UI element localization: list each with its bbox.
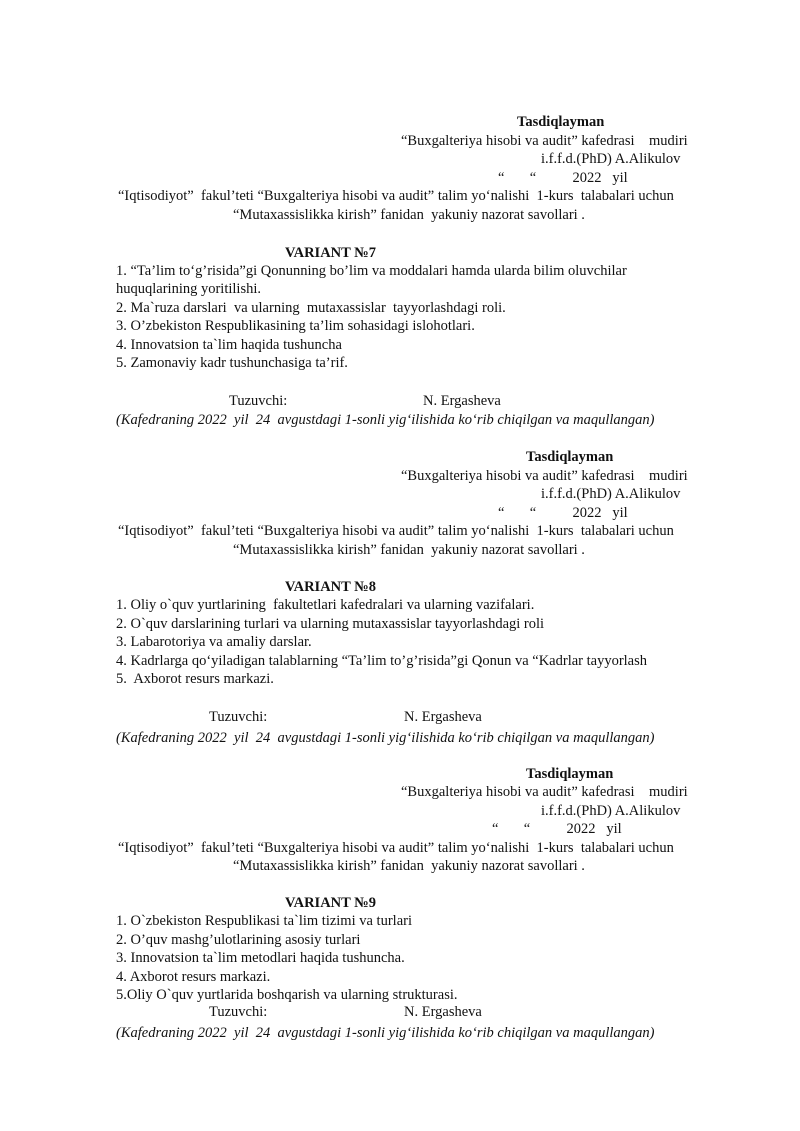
question-line: 5.Oliy O`quv yurtlarida boshqarish va ularning strukturasi. bbox=[116, 987, 458, 1003]
approval-title: Tasdiqlayman bbox=[526, 766, 614, 782]
intro-line-2: “Mutaxassislikka kirish” fanidan yakuniy nazorat savollari . bbox=[233, 542, 585, 558]
question-line: 1. O`zbekiston Respublikasi ta`lim tizimi va turlari bbox=[116, 913, 412, 929]
author-label: Tuzuvchi: bbox=[229, 393, 288, 409]
approval-name: i.f.f.d.(PhD) A.Alikulov bbox=[541, 151, 681, 167]
question-line: 2. Ma`ruza darslari va ularning mutaxassislar tayyorlashdagi roli. bbox=[116, 300, 506, 316]
approval-name: i.f.f.d.(PhD) A.Alikulov bbox=[541, 803, 681, 819]
question-line: 5. Axborot resurs markazi. bbox=[116, 671, 274, 687]
approval-date: “ “ 2022 yil bbox=[498, 505, 628, 521]
variant-heading: VARIANT №9 bbox=[285, 895, 376, 911]
question-line: 3. Labarotoriya va amaliy darslar. bbox=[116, 634, 312, 650]
intro-line-1: “Iqtisodiyot” fakul’teti “Buxgalteriya hisobi va audit” talim yo‘nalishi 1-kurs talabalari uchun bbox=[118, 188, 674, 204]
intro-line-1: “Iqtisodiyot” fakul’teti “Buxgalteriya hisobi va audit” talim yo‘nalishi 1-kurs talabalari uchun bbox=[118, 840, 674, 856]
question-line: 2. O`quv darslarining turlari va ularning mutaxassislar tayyorlashdagi roli bbox=[116, 616, 545, 632]
question-line: 2. O’quv mashg’ulotlarining asosiy turlari bbox=[116, 932, 361, 948]
intro-line-2: “Mutaxassislikka kirish” fanidan yakuniy nazorat savollari . bbox=[233, 858, 585, 874]
intro-line-1: “Iqtisodiyot” fakul’teti “Buxgalteriya hisobi va audit” talim yo‘nalishi 1-kurs talabalari uchun bbox=[118, 523, 674, 539]
variant-heading: VARIANT №8 bbox=[285, 579, 376, 595]
approval-department: “Buxgalteriya hisobi va audit” kafedrasi mudiri bbox=[401, 133, 688, 149]
approval-date: “ “ 2022 yil bbox=[492, 821, 622, 837]
variant-heading: VARIANT №7 bbox=[285, 245, 376, 261]
author-name: N. Ergasheva bbox=[404, 1004, 482, 1020]
approval-note: (Kafedraning 2022 yil 24 avgustdagi 1-sonli yig‘ilishida ko‘rib chiqilgan va maqullangan) bbox=[116, 730, 655, 746]
question-line: huquqlarining yoritilishi. bbox=[116, 281, 261, 297]
intro-line-2: “Mutaxassislikka kirish” fanidan yakuniy nazorat savollari . bbox=[233, 207, 585, 223]
question-line: 4. Innovatsion ta`lim haqida tushuncha bbox=[116, 337, 342, 353]
approval-note: (Kafedraning 2022 yil 24 avgustdagi 1-sonli yig‘ilishida ko‘rib chiqilgan va maqullangan) bbox=[116, 412, 655, 428]
approval-title: Tasdiqlayman bbox=[517, 114, 605, 130]
approval-date: “ “ 2022 yil bbox=[498, 170, 628, 186]
approval-department: “Buxgalteriya hisobi va audit” kafedrasi mudiri bbox=[401, 784, 688, 800]
approval-name: i.f.f.d.(PhD) A.Alikulov bbox=[541, 486, 681, 502]
author-label: Tuzuvchi: bbox=[209, 709, 268, 725]
author-name: N. Ergasheva bbox=[404, 709, 482, 725]
question-line: 4. Axborot resurs markazi. bbox=[116, 969, 271, 985]
question-line: 4. Kadrlarga qo‘yiladigan talablarning “Ta’lim to’g’risida”gi Qonun va “Kadrlar tayyorlash bbox=[116, 653, 648, 669]
author-label: Tuzuvchi: bbox=[209, 1004, 268, 1020]
approval-department: “Buxgalteriya hisobi va audit” kafedrasi mudiri bbox=[401, 468, 688, 484]
question-line: 1. “Ta’lim to‘g’risida”gi Qonunning bo’lim va moddalari hamda ularda bilim oluvchilar bbox=[116, 263, 627, 279]
approval-note: (Kafedraning 2022 yil 24 avgustdagi 1-sonli yig‘ilishida ko‘rib chiqilgan va maqullangan) bbox=[116, 1025, 655, 1041]
approval-title: Tasdiqlayman bbox=[526, 449, 614, 465]
question-line: 3. Innovatsion ta`lim metodlari haqida tushuncha. bbox=[116, 950, 405, 966]
question-line: 1. Oliy o`quv yurtlarining fakultetlari kafedralari va ularning vazifalari. bbox=[116, 597, 535, 613]
question-line: 3. O’zbekiston Respublikasining ta’lim sohasidagi islohotlari. bbox=[116, 318, 475, 334]
question-line: 5. Zamonaviy kadr tushunchasiga ta’rif. bbox=[116, 355, 348, 371]
author-name: N. Ergasheva bbox=[423, 393, 501, 409]
